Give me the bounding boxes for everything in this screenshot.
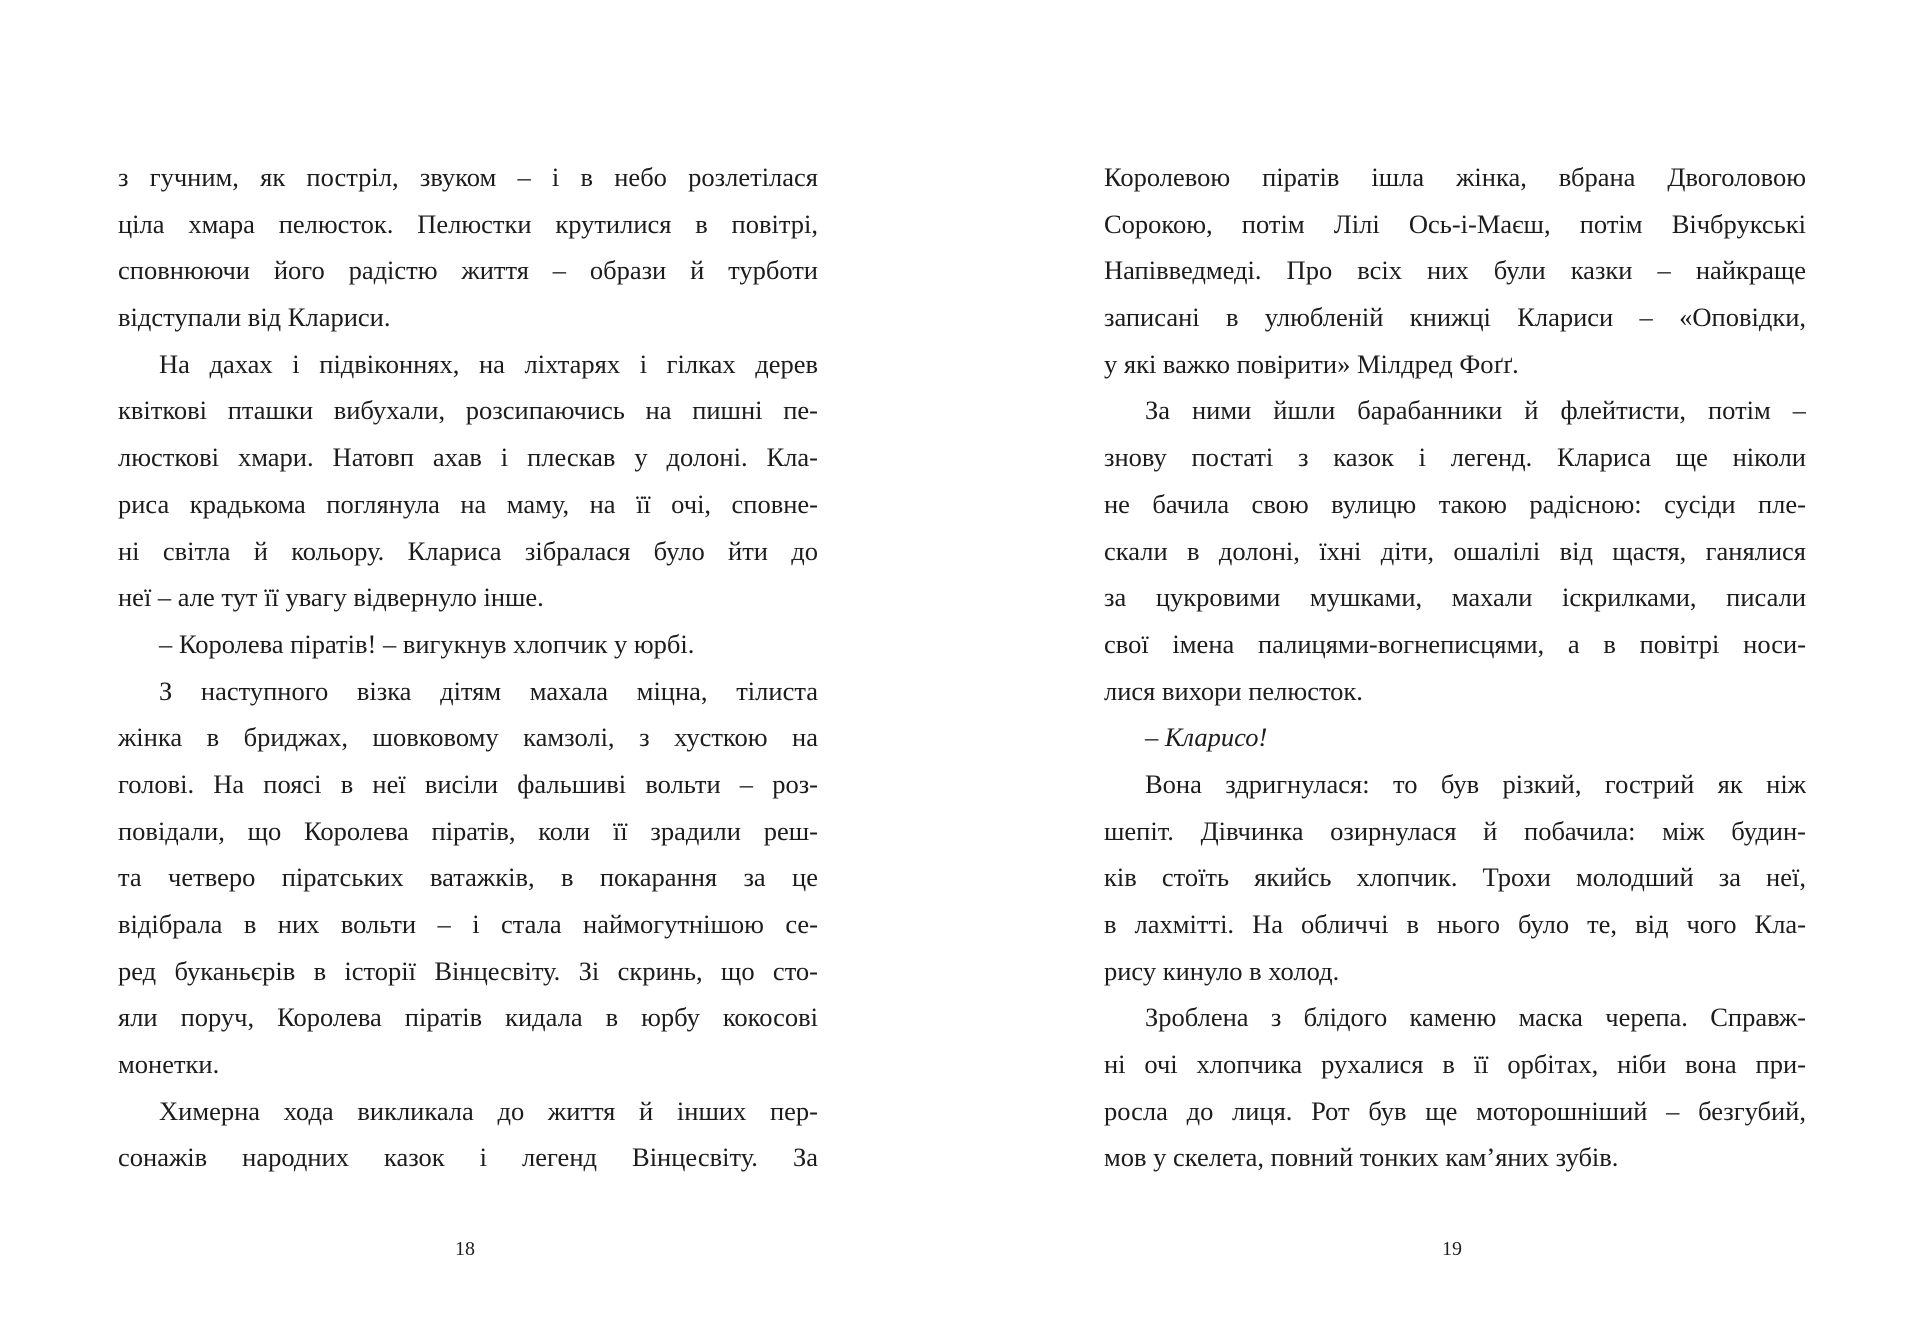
text-line	[1104, 761, 1806, 808]
line-text: знову постаті з казок і легенд. Клариса ще ніколи	[1104, 442, 1806, 473]
text-line	[1104, 528, 1806, 575]
line-text: монетки.	[118, 1049, 220, 1080]
line-text: сонажів народних казок і легенд Вінцесвіту. За	[118, 1142, 818, 1173]
line-text: у які важко повірити» Мілдред Фоґґ.	[1104, 348, 1519, 379]
text-line	[1104, 481, 1806, 528]
text-line	[1104, 1088, 1806, 1135]
text-line	[1104, 994, 1806, 1041]
line-text: жінка в бриджах, шовковому камзолі, з хусткою на	[118, 722, 818, 753]
line-text: шепіт. Дівчинка озирнулася й побачила: між будин-	[1104, 815, 1806, 846]
line-text: риса крадькома поглянула на маму, на її очі, сповне-	[118, 488, 818, 519]
text-line	[118, 481, 818, 528]
text-line	[118, 574, 818, 621]
text-line	[1104, 668, 1806, 715]
line-text: сповнюючи його радістю життя – образи й турботи	[118, 255, 818, 286]
page-number: 18	[455, 1238, 475, 1260]
line-text: яли поруч, Королева піратів кидала в юрбу кокосові	[118, 1002, 818, 1033]
line-text: З наступного візка дітям махала міцна, тілиста	[159, 675, 818, 706]
line-text: Вона здригнулася: то був різкий, гострий як ніж	[1145, 768, 1806, 799]
text-line	[1104, 154, 1806, 201]
line-text: свої імена палицями-вогнеписцями, а в повітрі носи-	[1104, 628, 1806, 659]
line-text: з гучним, як постріл, звуком – і в небо розлетілася	[118, 162, 818, 192]
line-text: ціла хмара пелюсток. Пелюстки крутилися в повітрі,	[118, 208, 818, 239]
text-line	[118, 528, 818, 575]
text-line	[118, 948, 818, 995]
line-text: Химерна хода викликала до життя й інших пер-	[159, 1095, 818, 1126]
line-text: ків стоїть якийсь хлопчик. Трохи молодший за неї,	[1104, 862, 1806, 893]
body-text	[1104, 154, 1806, 1181]
page-number: 19	[1442, 1238, 1462, 1260]
line-text: Королевою піратів ішла жінка, вбрана Двоголовою	[1104, 162, 1806, 192]
line-text: – Королева піратів! – вигукнув хлопчик у юрбі.	[159, 628, 695, 659]
right-page	[960, 0, 1920, 1324]
text-line	[118, 1088, 818, 1135]
text-line	[1104, 621, 1806, 668]
text-line	[118, 761, 818, 808]
text-line	[118, 434, 818, 481]
text-line	[118, 808, 818, 855]
text-line	[1104, 808, 1806, 855]
italic-text: Кларисо!	[1164, 722, 1268, 753]
line-text: рису кинуло в холод.	[1104, 955, 1340, 986]
text-line	[1104, 574, 1806, 621]
text-line	[118, 714, 818, 761]
text-line	[118, 154, 818, 201]
text-line	[1104, 948, 1806, 995]
line-text: в лахмітті. На обличчі в нього було те, від чого Кла-	[1104, 909, 1806, 939]
text-line	[118, 901, 818, 948]
text-line	[118, 1134, 818, 1181]
line-text: –	[1145, 722, 1165, 753]
text-line	[118, 294, 818, 341]
line-text: ні очі хлопчика рухалися в її орбітах, ніби вона при-	[1104, 1049, 1806, 1080]
line-text: лися вихори пелюсток.	[1104, 675, 1363, 706]
line-text: відступали від Клариси.	[118, 302, 391, 333]
text-line	[1104, 1134, 1806, 1181]
text-line	[1104, 201, 1806, 248]
line-text: Зроблена з блідого каменю маска черепа. Справж-	[1145, 1002, 1806, 1033]
line-text: За ними йшли барабанники й флейтисти, потім –	[1145, 395, 1806, 426]
line-text: відібрала в них вольти – і стала наймогутнішою се-	[118, 909, 818, 939]
line-text: записані в улюбленій книжці Клариси – «Оповідки,	[1104, 302, 1806, 333]
line-text: не бачила свою вулицю такою радісною: сусіди пле-	[1104, 488, 1806, 519]
text-line	[1104, 294, 1806, 341]
text-line	[118, 387, 818, 434]
line-text: На дахах і підвіконнях, на ліхтарях і гілках дерев	[159, 348, 818, 379]
line-text: ні світла й кольору. Клариса зібралася було йти до	[118, 535, 818, 566]
text-line	[118, 854, 818, 901]
body-text	[118, 154, 818, 1181]
text-line	[118, 668, 818, 715]
text-line	[1104, 1041, 1806, 1088]
line-text: скали в долоні, їхні діти, ошалілі від щастя, ганялися	[1104, 535, 1806, 566]
text-line	[1104, 434, 1806, 481]
line-text: повідали, що Королева піратів, коли її зрадили реш-	[118, 815, 818, 846]
text-line	[1104, 341, 1806, 388]
text-line	[1104, 387, 1806, 434]
text-line	[1104, 901, 1806, 948]
line-text: Сорокою, потім Лілі Ось-і-Маєш, потім Вічбрукські	[1104, 208, 1806, 239]
line-text: за цукровими мушками, махали іскрилками, писали	[1104, 582, 1806, 613]
line-text: мов у скелета, повний тонких кам’яних зубів.	[1104, 1142, 1619, 1173]
text-line	[118, 341, 818, 388]
line-text: квіткові пташки вибухали, розсипаючись на пишні пе-	[118, 395, 818, 426]
text-line	[1104, 247, 1806, 294]
text-line	[118, 201, 818, 248]
line-text: неї – але тут її увагу відвернуло інше.	[118, 582, 544, 613]
text-line	[118, 247, 818, 294]
line-text: Напівведмеді. Про всіх них були казки – найкраще	[1104, 255, 1806, 286]
line-text: та четверо піратських ватажків, в покарання за це	[118, 862, 818, 893]
line-text: голові. На поясі в неї висіли фальшиві вольти – роз-	[118, 768, 818, 799]
line-text: росла до лиця. Рот був ще моторошніший – безгубий,	[1104, 1095, 1806, 1126]
text-line	[118, 1041, 818, 1088]
line-text: люсткові хмари. Натовп ахав і плескав у долоні. Кла-	[118, 442, 818, 473]
text-line	[1104, 714, 1806, 761]
text-line	[118, 994, 818, 1041]
text-line	[118, 621, 818, 668]
text-line	[1104, 854, 1806, 901]
line-text: ред буканьєрів в історії Вінцесвіту. Зі скринь, що сто-	[118, 955, 818, 986]
